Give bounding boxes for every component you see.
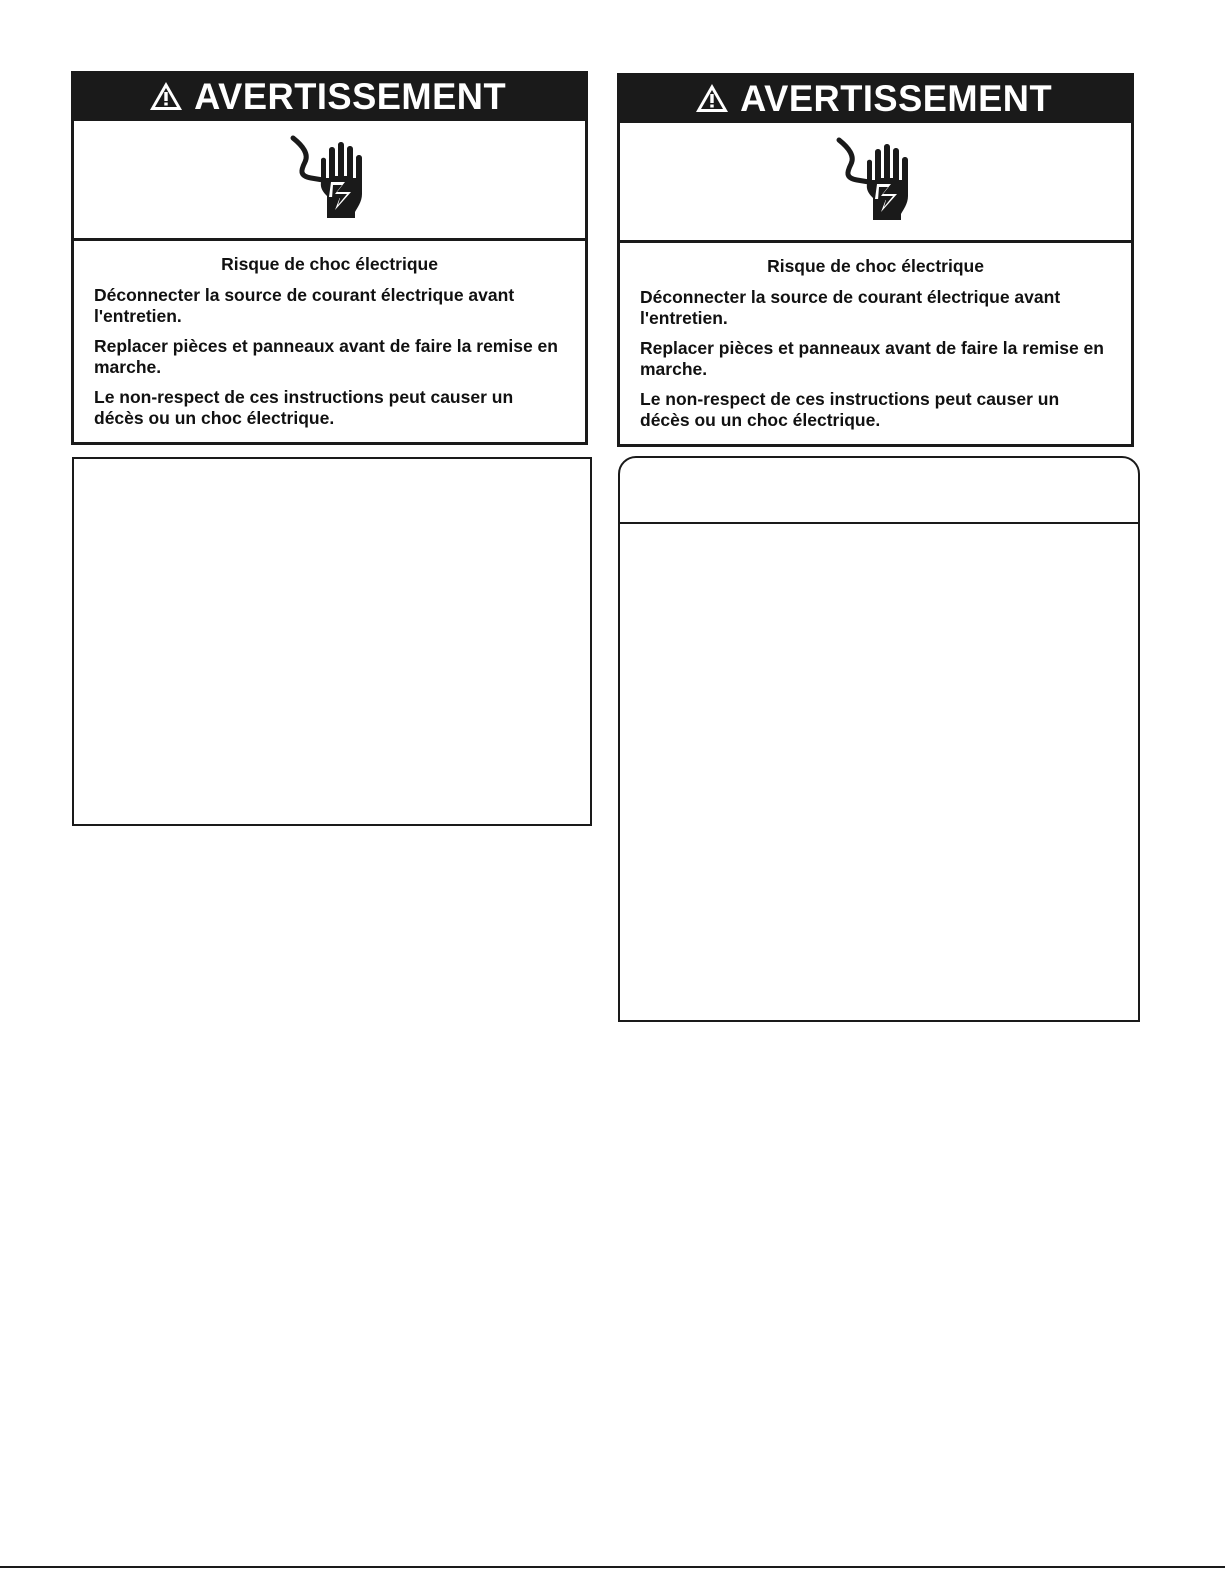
- warning-title: AVERTISSEMENT: [194, 75, 507, 117]
- warning-heading: Risque de choc électrique: [221, 254, 438, 274]
- footer-rule: [0, 1566, 1225, 1568]
- warning-header: [74, 74, 585, 118]
- warning-triangle-icon: [695, 83, 729, 113]
- warning-consequence: Le non-respect de ces instructions peut causer un décès ou un choc électrique.: [94, 387, 514, 428]
- box-header-divider: [620, 522, 1138, 524]
- warning-instruction-1: Déconnecter la source de courant électrique avant l'entretien.: [640, 287, 1061, 328]
- warning-header: [620, 76, 1131, 120]
- warning-box-left: [71, 71, 588, 445]
- warning-box-right: [617, 73, 1134, 447]
- warning-instruction-2: Replacer pièces et panneaux avant de faire la remise en marche.: [94, 336, 558, 377]
- warning-instruction-2: Replacer pièces et panneaux avant de faire la remise en marche.: [640, 338, 1104, 379]
- warning-body: [620, 243, 1131, 443]
- warning-title: AVERTISSEMENT: [740, 77, 1053, 119]
- warning-body: [74, 241, 585, 441]
- electric-shock-hand-icon: [831, 134, 921, 229]
- warning-instruction-1: Déconnecter la source de courant électrique avant l'entretien.: [94, 285, 515, 326]
- warning-triangle-icon: [149, 81, 183, 111]
- warning-consequence: Le non-respect de ces instructions peut causer un décès ou un choc électrique.: [640, 389, 1060, 430]
- content-box-left: [72, 457, 592, 826]
- warning-icon-area: [620, 120, 1131, 243]
- content-box-right: [618, 456, 1140, 1022]
- warning-icon-area: [74, 118, 585, 241]
- warning-heading: Risque de choc électrique: [767, 256, 984, 276]
- electric-shock-hand-icon: [285, 132, 375, 227]
